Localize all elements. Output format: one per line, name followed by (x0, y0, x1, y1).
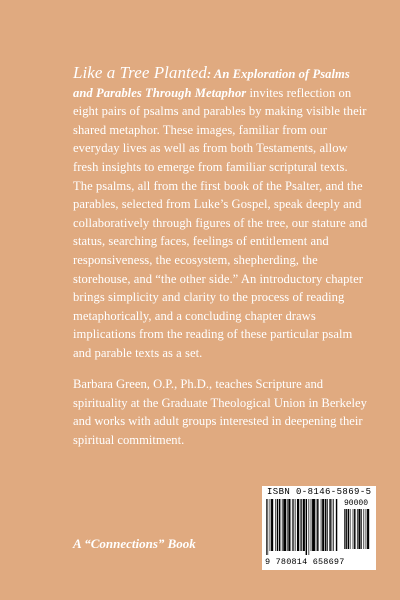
book-description (73, 64, 369, 363)
book-title: Like a Tree Planted (73, 63, 207, 82)
isbn-label: ISBN 0-8146-5869-5 (267, 487, 372, 497)
book-subtitle: An Exploration of Psalms and Parables Through Metaphor (73, 67, 350, 100)
price-code: 90000 (344, 499, 369, 508)
isbn-barcode (262, 486, 376, 570)
title-separator: : (206, 67, 214, 81)
ean-barcode-bars (266, 499, 338, 555)
ean-digits: 9 780814 658697 (265, 557, 345, 567)
series-label: A “Connections” Book (73, 536, 196, 551)
author-bio: Barbara Green, O.P., Ph.D., teaches Scripture and spirituality at the Graduate Theological Union in Berkeley and works with adult groups interested in deepening their spiritual commitment. (73, 377, 367, 447)
description-text: invites reflection on eight pairs of psalms and parables by making visible their shared metaphor. These images, familiar from our everyday lives as well as from both Testaments, allow fresh insights to emerge from familiar scriptural texts. The psalms, all from the first book of the Psalter, and the parables, selected from Luke’s Gospel, speak deeply and collaboratively through figures of the tree, our stature and status, searching faces, feelings of entitlement and responsiveness, the ecosystem, shepherding, the storehouse, and “the other side.” An introductory chapter brings simplicity and clarity to the process of reading metaphorically, and a concluding chapter draws implications from the reading of these particular psalm and parable texts as a set. (73, 85, 368, 360)
price-addon-bars (344, 509, 372, 549)
